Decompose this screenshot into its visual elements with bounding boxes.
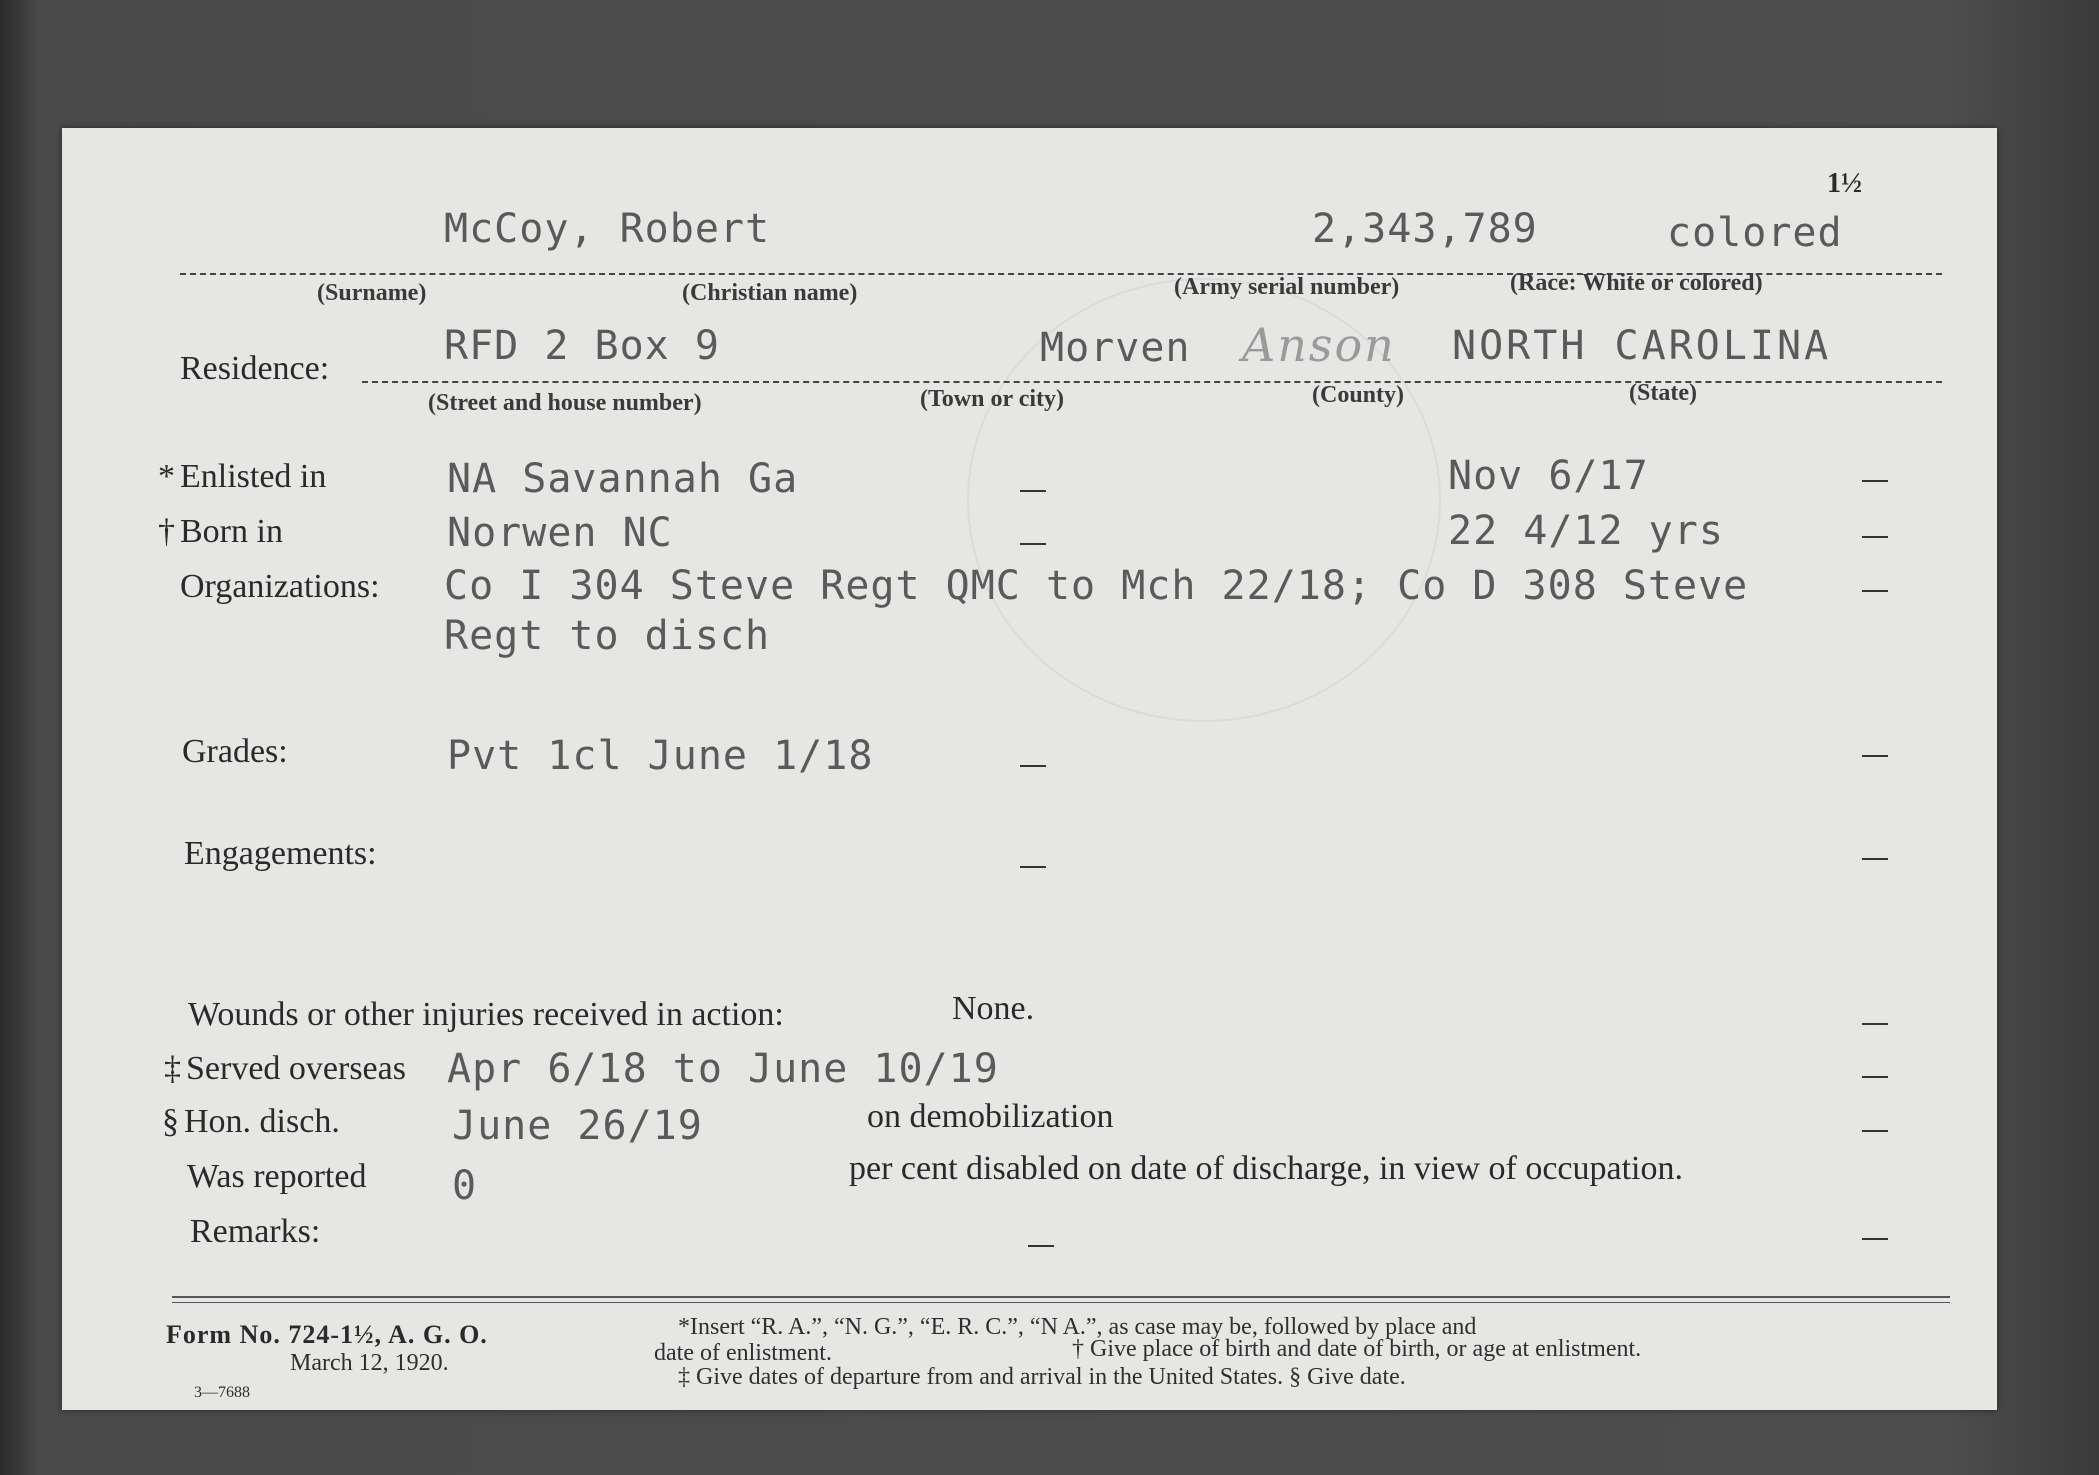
residence-town: Morven: [1040, 325, 1191, 371]
residence-label: Residence:: [180, 350, 330, 387]
overseas-end-dash: [1862, 1076, 1888, 1078]
reported-value: 0: [452, 1163, 478, 1209]
residence-street: RFD 2 Box 9: [444, 323, 720, 369]
discharge-date: June 26/19: [452, 1103, 703, 1149]
enlisted-marker: *: [158, 458, 175, 495]
footer-rule-top: [172, 1296, 1950, 1298]
organizations-end-dash: [1862, 590, 1888, 592]
print-code: 3—7688: [194, 1384, 250, 1401]
grades-end-dash: [1862, 755, 1888, 757]
enlisted-date: Nov 6/17: [1448, 453, 1649, 499]
race-value: colored: [1667, 210, 1843, 256]
wounds-end-dash: [1862, 1023, 1888, 1025]
footnote-birth: † Give place of birth and date of birth, or age at enlistment.: [1072, 1336, 1642, 1362]
wounds-value: None.: [952, 990, 1035, 1027]
overseas-label: Served overseas: [186, 1050, 406, 1087]
discharge-label: Hon. disch.: [184, 1103, 340, 1140]
form-number: Form No. 724-1½, A. G. O.: [166, 1320, 488, 1349]
born-age: 22 4/12 yrs: [1448, 508, 1724, 554]
grades-label: Grades:: [182, 733, 288, 770]
form-date: March 12, 1920.: [290, 1350, 449, 1376]
remarks-label: Remarks:: [190, 1213, 321, 1250]
enlisted-value: NA Savannah Ga: [447, 456, 799, 502]
town-caption: (Town or city): [920, 386, 1064, 412]
footnote-enlistment-cont: date of enlistment.: [654, 1340, 832, 1366]
engagements-label: Engagements:: [184, 835, 377, 872]
serial-caption: (Army serial number): [1174, 274, 1400, 300]
born-marker: †: [158, 513, 175, 550]
grades-mid-dash: [1020, 765, 1046, 767]
residence-state: NORTH CAROLINA: [1452, 323, 1832, 369]
remarks-mid-dash: [1028, 1245, 1054, 1247]
discharge-end-dash: [1862, 1130, 1888, 1132]
footnote-overseas: ‡ Give dates of departure from and arrival in the United States. § Give date.: [678, 1364, 1406, 1390]
surname-caption: (Surname): [317, 280, 427, 306]
enlisted-end-dash: [1862, 480, 1888, 482]
discharge-note: on demobilization: [867, 1098, 1114, 1135]
engagements-end-dash: [1862, 858, 1888, 860]
born-value: Norwen NC: [447, 510, 673, 556]
enlisted-label: Enlisted in: [180, 458, 327, 495]
organizations-label: Organizations:: [180, 568, 380, 605]
born-label: Born in: [180, 513, 283, 550]
born-end-dash: [1862, 536, 1888, 538]
card-fraction: 1½: [1827, 168, 1862, 199]
organizations-line-1: Co I 304 Steve Regt QMC to Mch 22/18; Co D 308 Steve: [444, 563, 1749, 609]
remarks-end-dash: [1862, 1238, 1888, 1240]
state-caption: (State): [1629, 380, 1697, 406]
residence-underline: [362, 381, 1942, 383]
born-mid-dash: [1020, 543, 1046, 545]
county-caption: (County): [1312, 382, 1405, 408]
discharge-marker: §: [162, 1103, 179, 1140]
overseas-value: Apr 6/18 to June 10/19: [447, 1046, 999, 1092]
reported-label: Was reported: [187, 1158, 367, 1195]
engagements-mid-dash: [1020, 866, 1046, 868]
footnote-enlistment: *Insert “R. A.”, “N. G.”, “E. R. C.”, “N A.”, as case may be, followed by place and: [678, 1314, 1477, 1340]
race-caption: (Race: White or colored): [1510, 270, 1763, 296]
surname-christian-name: McCoy, Robert: [444, 206, 771, 252]
reported-note: per cent disabled on date of discharge, in view of occupation.: [849, 1150, 1683, 1187]
wounds-label: Wounds or other injuries received in action:: [188, 996, 784, 1033]
service-record-card: [62, 128, 1997, 1410]
organizations-line-2: Regt to disch: [444, 613, 771, 659]
footer-rule-bottom: [172, 1302, 1950, 1303]
street-caption: (Street and house number): [428, 390, 702, 416]
enlisted-mid-dash: [1020, 490, 1046, 492]
overseas-marker: ‡: [164, 1050, 181, 1087]
grades-value: Pvt 1cl June 1/18: [447, 733, 874, 779]
christian-name-caption: (Christian name): [682, 280, 858, 306]
army-serial-number: 2,343,789: [1312, 206, 1538, 252]
residence-county-handwritten: Anson: [1242, 318, 1396, 372]
